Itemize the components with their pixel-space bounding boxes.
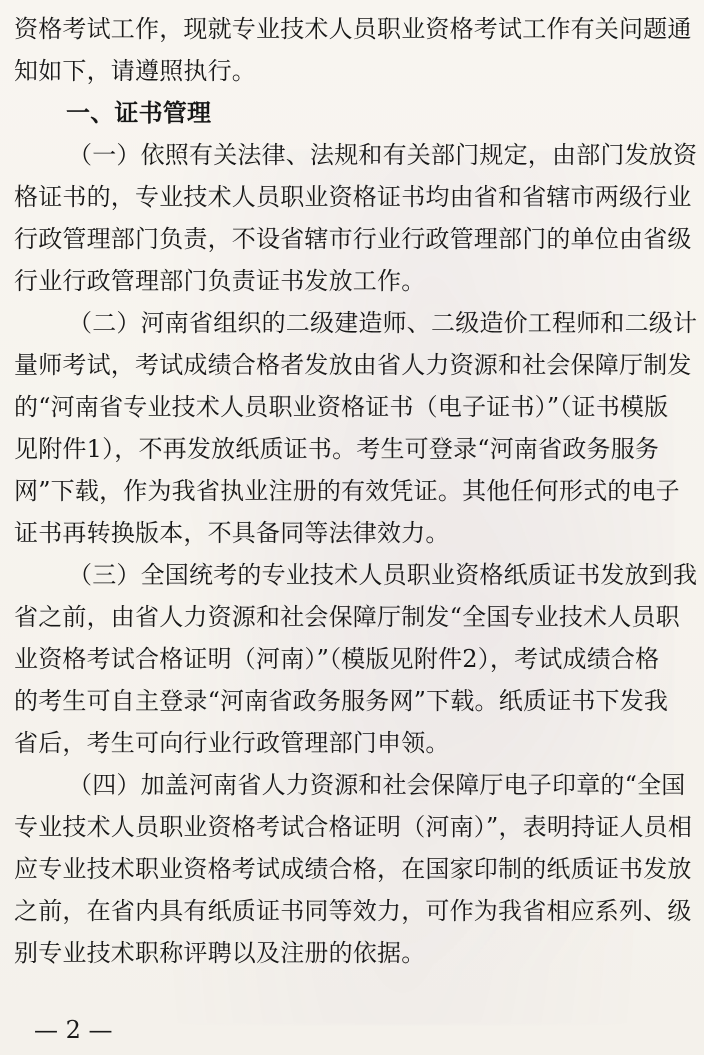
paragraph-1-line-4: 行业行政管理部门负责证书发放工作。 — [14, 267, 426, 295]
paragraph-2-line-4: 见附件1），不再发放纸质证书。考生可登录“河南省政务服务 — [14, 435, 660, 463]
paragraph-2-line-2: 量师考试，考试成绩合格者发放由省人力资源和社会保障厅制发 — [14, 351, 692, 379]
body-line-2: 知如下，请遵照执行。 — [14, 57, 256, 85]
paragraph-2 — [14, 302, 698, 554]
page-number: — 2 — — [34, 1016, 113, 1044]
paragraph-3-line-3: 业资格考试合格证明（河南）”（模版见附件2），考试成绩合格 — [14, 645, 660, 673]
paragraph-4-line-3: 应专业技术职业资格考试成绩合格，在国家印制的纸质证书发放 — [14, 855, 692, 883]
paragraph-4-line-4: 之前，在省内具有纸质证书同等效力，可作为我省相应系列、级 — [14, 897, 692, 925]
paragraph-2-line-6: 证书再转换版本，不具备同等法律效力。 — [14, 519, 450, 547]
paragraph-2-line-1: （二）河南省组织的二级建造师、二级造价工程师和二级计 — [68, 309, 698, 337]
paragraph-1 — [14, 134, 698, 302]
paragraph-4 — [14, 764, 692, 974]
paragraph-2-line-5: 网”下载，作为我省执业注册的有效凭证。其他任何形式的电子 — [14, 477, 680, 505]
paragraph-3-line-2: 省之前，由省人力资源和社会保障厅制发“全国专业技术人员职 — [14, 603, 680, 631]
paragraph-4-line-2: 专业技术人员职业资格考试合格证明（河南）”，表明持证人员相 — [14, 813, 693, 841]
paragraph-3-line-4: 的考生可自主登录“河南省政务服务网”下载。纸质证书下发我 — [14, 687, 669, 715]
paragraph-4-line-1: （四）加盖河南省人力资源和社会保障厅电子印章的“全国 — [68, 771, 686, 799]
body-line-1: 资格考试工作，现就专业技术人员职业资格考试工作有关问题通 — [14, 15, 692, 43]
paragraph-1-line-1: （一）依照有关法律、法规和有关部门规定，由部门发放资 — [68, 141, 698, 169]
paragraph-1-line-2: 格证书的，专业技术人员职业资格证书均由省和省辖市两级行业 — [14, 183, 692, 211]
paragraph-3-line-1: （三）全国统考的专业技术人员职业资格纸质证书发放到我 — [68, 561, 698, 589]
paragraph-3-line-5: 省后，考生可向行业行政管理部门申领。 — [14, 729, 450, 757]
paragraph-3 — [14, 554, 698, 764]
paragraph-2-line-3: 的“河南省专业技术人员职业资格证书（电子证书）”（证书模版 — [14, 393, 669, 421]
document-body — [14, 8, 698, 974]
paragraph-1-line-3: 行政管理部门负责，不设省辖市行业行政管理部门的单位由省级 — [14, 225, 692, 253]
paragraph-4-line-5: 别专业技术职称评聘以及注册的依据。 — [14, 939, 426, 967]
section-heading: 一、证书管理 — [66, 98, 212, 127]
